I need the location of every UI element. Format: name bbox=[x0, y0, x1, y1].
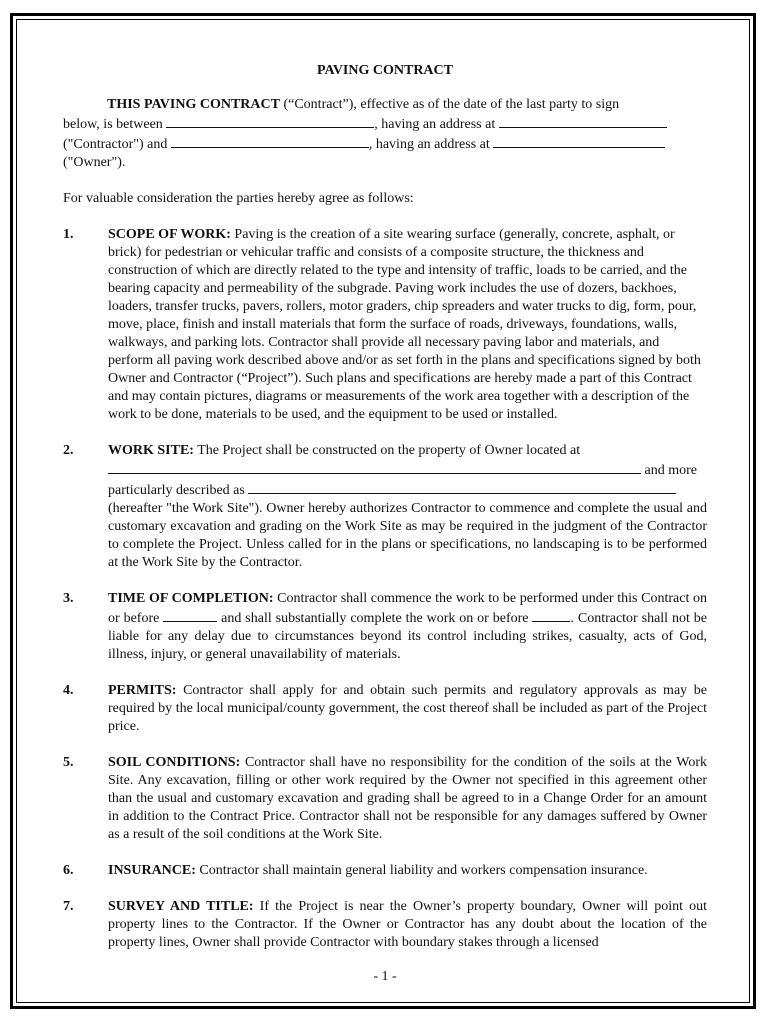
section-text-4: (hereafter "the Work Site"). Owner hereby authorizes Contractor to commence and complete the usual and customary excavation and grading on the Work Site as may be required in the judgment of the Contractor to complete the Project. Unless called for in the plans or specifications, no landscaping is to be performed at the Work Site by the Contractor. bbox=[108, 501, 707, 570]
section-text-2: and more bbox=[644, 463, 697, 478]
section-text-3: particularly described as bbox=[108, 483, 245, 498]
section-heading: SURVEY AND TITLE: bbox=[108, 899, 254, 914]
section-text: If the Project is near the Owner’s property boundary, Owner will point out property lines to the Contractor. If the Owner or Contractor has any doubt about the location of the property lines, Owner shall provide Contractor with boundary stakes through a licensed bbox=[108, 899, 708, 950]
contractor-name-blank[interactable] bbox=[166, 114, 374, 128]
section-number: 5. bbox=[63, 755, 74, 770]
section-permits bbox=[63, 682, 707, 736]
section-number: 6. bbox=[63, 863, 74, 878]
section-heading: SOIL CONDITIONS: bbox=[108, 755, 241, 770]
section-number: 7. bbox=[63, 899, 74, 914]
section-heading: INSURANCE: bbox=[108, 863, 196, 878]
intro-part3: , having an address at bbox=[374, 117, 496, 132]
section-time-of-completion bbox=[63, 590, 707, 664]
section-text: Contractor shall apply for and obtain such permits and regulatory approvals as may be required by the local municipal/county government, the cost thereof shall be included as part of the Project price. bbox=[108, 683, 708, 734]
section-text-2: and shall substantially complete the work on or before bbox=[221, 611, 529, 626]
consideration-text: For valuable consideration the parties hereby agree as follows: bbox=[63, 191, 414, 206]
completion-date-blank[interactable] bbox=[532, 608, 570, 622]
section-text-1: Contractor shall commence the work to be performed under this Contract on or before bbox=[108, 591, 707, 626]
section-number: 1. bbox=[63, 227, 74, 242]
section-heading: SCOPE OF WORK: bbox=[108, 227, 231, 242]
section-work-site bbox=[63, 442, 707, 572]
owner-name-blank[interactable] bbox=[171, 134, 369, 148]
document-title: PAVING CONTRACT bbox=[317, 63, 453, 78]
work-site-location-blank[interactable] bbox=[108, 460, 641, 474]
section-text: Paving is the creation of a site wearing surface (generally, concrete, asphalt, or brick) for pedestrian or vehicular traffic and consists of a composite structure, the thickness and construction of which are directly related to the type and intensity of traffic, loads to be carried, and the bearing capacity and permeability of the subgrade. Paving work includes the use of dozers, backhoes, loaders, transfer trucks, pavers, rollers, motor graders, chip spreaders and water trucks to dig, form, pour, move, place, finish and install materials that form the surface of roads, driveways, foundations, walls, walkways, and parking lots. Contractor shall provide all necessary paving labor and materials, and perform all paving work described above and/or as set forth in the plans and specifications signed by both Owner and Contractor (“Project”). Such plans and specifications are hereby made a part of this Contract and may contain pictures, diagrams or measurements of the work area together with a description of the work to be done, materials to be used, and the equipment to be used or installed. bbox=[108, 227, 701, 422]
document-page bbox=[63, 62, 707, 952]
section-text-1: The Project shall be constructed on the property of Owner located at bbox=[197, 443, 581, 458]
owner-address-blank[interactable] bbox=[493, 134, 665, 148]
intro-part6: ("Owner"). bbox=[63, 155, 126, 170]
intro-part2: below, is between bbox=[63, 117, 163, 132]
contractor-address-blank[interactable] bbox=[499, 114, 667, 128]
intro-paragraph bbox=[63, 96, 707, 172]
section-text: Contractor shall maintain general liability and workers compensation insurance. bbox=[199, 863, 648, 878]
page-number: - 1 - bbox=[373, 969, 397, 984]
intro-part4: ("Contractor") and bbox=[63, 137, 168, 152]
section-heading: PERMITS: bbox=[108, 683, 177, 698]
start-date-blank[interactable] bbox=[163, 608, 217, 622]
section-number: 4. bbox=[63, 683, 74, 698]
section-text-3: . Contractor shall not be liable for any delay due to circumstances beyond its control including strikes, casualty, acts of God, illness, injury, or general unavailability of materials. bbox=[108, 611, 708, 662]
section-text: Contractor shall have no responsibility for the condition of the soils at the Work Site. Any excavation, filling or other work required by the Owner not specified in this agreement other than the usual and customary excavation and grading shall be agreed to in a Change Order for an amount in addition to the Contract Price. Contractor shall not be responsible for any damages suffered by Owner as a result of the soil conditions at the Work Site. bbox=[108, 755, 708, 842]
section-number: 2. bbox=[63, 443, 74, 458]
section-soil-conditions bbox=[63, 754, 707, 844]
section-number: 3. bbox=[63, 591, 74, 606]
section-survey-and-title bbox=[63, 898, 707, 952]
intro-part5: , having an address at bbox=[368, 137, 490, 152]
section-scope-of-work bbox=[63, 226, 707, 424]
section-heading: TIME OF COMPLETION: bbox=[108, 591, 274, 606]
section-insurance bbox=[63, 862, 707, 880]
intro-part1: (“Contract”), effective as of the date of the last party to sign bbox=[279, 97, 620, 112]
section-heading: WORK SITE: bbox=[108, 443, 194, 458]
work-site-description-blank[interactable] bbox=[248, 480, 676, 494]
intro-bold: THIS PAVING CONTRACT bbox=[107, 97, 280, 112]
